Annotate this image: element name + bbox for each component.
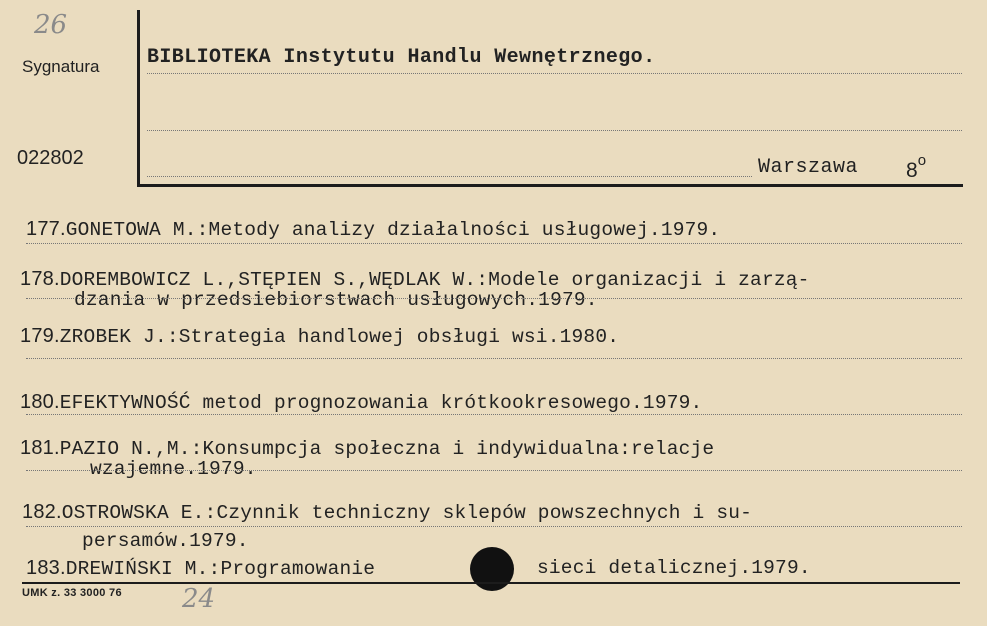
card-bottom-rule xyxy=(22,582,960,584)
header-dotted-line-3 xyxy=(147,176,752,177)
entry-179 xyxy=(20,325,619,348)
entry-text: EFEKTYWNOŚĆ metod prognozowania krótkookresowego.1979. xyxy=(59,392,703,414)
format-number: 8 xyxy=(906,159,918,182)
entry-dotted-line xyxy=(26,526,962,527)
entry-dotted-line xyxy=(26,358,962,359)
entry-181-continuation xyxy=(90,458,257,480)
header-bottom-rule xyxy=(137,184,963,187)
entry-178 xyxy=(20,268,810,291)
entry-182-continuation xyxy=(82,530,249,552)
handwritten-number-bottom: 24 xyxy=(182,584,216,614)
entry-178-continuation xyxy=(74,289,598,311)
entry-text: OSTROWSKA E.:Czynnik techniczny sklepów powszechnych i su- xyxy=(61,502,753,524)
header-dotted-line-1 xyxy=(147,73,962,74)
entry-181 xyxy=(20,437,714,460)
entry-number: 181. xyxy=(20,437,60,459)
header-dotted-line-2 xyxy=(147,130,962,131)
format-degree: o xyxy=(917,152,927,169)
entry-text: wzajemne.1979. xyxy=(90,458,257,480)
print-code: UMK z. 33 3000 76 xyxy=(22,587,122,599)
inventory-number: 022802 xyxy=(17,147,84,169)
city: Warszawa xyxy=(758,156,859,179)
entry-183-continuation xyxy=(537,557,811,579)
handwritten-number-top: 26 xyxy=(34,10,68,40)
entry-number: 178. xyxy=(20,268,60,290)
entry-dotted-line xyxy=(26,298,962,299)
entry-number: 182. xyxy=(22,501,62,523)
entry-number: 179. xyxy=(20,325,60,347)
entry-text: dzania w przedsiebiorstwach usługowych.1979. xyxy=(74,289,598,311)
entry-dotted-line xyxy=(26,470,962,471)
entry-number: 180. xyxy=(20,391,60,413)
entry-text: DOREMBOWICZ L.,STĘPIEN S.,WĘDLAK W.:Modele organizacji i zarzą- xyxy=(59,269,810,291)
punch-hole xyxy=(470,547,514,591)
entry-text: GONETOWA M.:Metody analizy działalności usługowej.1979. xyxy=(65,219,721,241)
library-name: BIBLIOTEKA Instytutu Handlu Wewnętrznego. xyxy=(147,46,656,69)
entry-183 xyxy=(26,557,375,580)
signature-label: Sygnatura xyxy=(22,57,100,76)
entry-177 xyxy=(26,218,720,241)
entry-text: sieci detalicznej.1979. xyxy=(537,557,811,579)
entry-text: ZROBEK J.:Strategia handlowej obsługi wsi.1980. xyxy=(59,326,620,348)
entry-182 xyxy=(22,501,752,524)
entry-180 xyxy=(20,391,702,414)
entry-dotted-line xyxy=(26,243,962,244)
entry-text: persamów.1979. xyxy=(82,530,249,552)
entry-dotted-line xyxy=(26,414,962,415)
header-vertical-rule xyxy=(137,10,140,185)
format-size xyxy=(906,152,927,183)
entry-number: 183. xyxy=(26,557,66,579)
entry-text: DREWIŃSKI M.:Programowanie xyxy=(65,558,376,580)
entry-number: 177. xyxy=(26,218,66,240)
entry-text: PAZIO N.,M.:Konsumpcja społeczna i indywidualna:relacje xyxy=(59,438,715,460)
